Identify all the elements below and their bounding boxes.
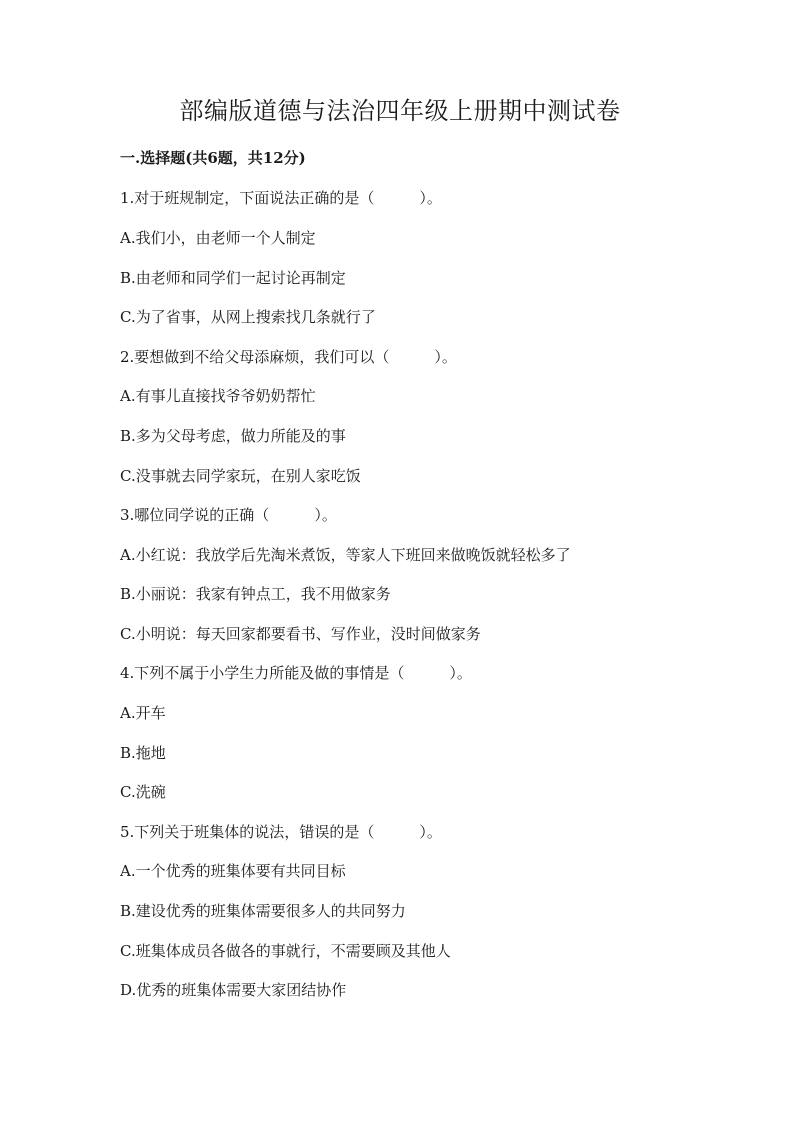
question-3-option-c: C.小明说：每天回家都要看书、写作业，没时间做家务 (120, 625, 481, 643)
question-2-option-a: A.有事儿直接找爷爷奶奶帮忙 (120, 387, 316, 405)
question-5-option-a: A.一个优秀的班集体要有共同目标 (120, 862, 346, 880)
question-1-stem: 1.对于班规制定，下面说法正确的是（ ）。 (120, 189, 442, 207)
question-3-option-b: B.小丽说：我家有钟点工，我不用做家务 (120, 585, 391, 603)
question-3-option-a: A.小红说：我放学后先淘米煮饭，等家人下班回来做晚饭就轻松多了 (120, 546, 571, 564)
section-heading: 一.选择题(共6题，共12分) (120, 149, 306, 167)
question-4-option-a: A.开车 (120, 704, 166, 722)
question-5-option-b: B.建设优秀的班集体需要很多人的共同努力 (120, 902, 406, 920)
question-1-option-c: C.为了省事，从网上搜索找几条就行了 (120, 308, 376, 326)
exam-title: 部编版道德与法治四年级上册期中测试卷 (179, 97, 621, 125)
question-5-stem: 5.下列关于班集体的说法，错误的是（ ）。 (120, 823, 442, 841)
question-5-option-d: D.优秀的班集体需要大家团结协作 (120, 981, 347, 999)
question-4-option-b: B.拖地 (120, 744, 166, 762)
question-4-stem: 4.下列不属于小学生力所能及做的事情是（ ）。 (120, 664, 472, 682)
question-4-option-c: C.洗碗 (120, 783, 166, 801)
question-2-stem: 2.要想做到不给父母添麻烦，我们可以（ ）。 (120, 348, 457, 366)
question-1-option-a: A.我们小，由老师一个人制定 (120, 229, 316, 247)
question-5-option-c: C.班集体成员各做各的事就行，不需要顾及其他人 (120, 942, 451, 960)
question-3-stem: 3.哪位同学说的正确（ ）。 (120, 506, 337, 524)
question-1-option-b: B.由老师和同学们一起讨论再制定 (120, 269, 346, 287)
question-2-option-c: C.没事就去同学家玩，在别人家吃饭 (120, 467, 361, 485)
question-2-option-b: B.多为父母考虑，做力所能及的事 (120, 427, 346, 445)
